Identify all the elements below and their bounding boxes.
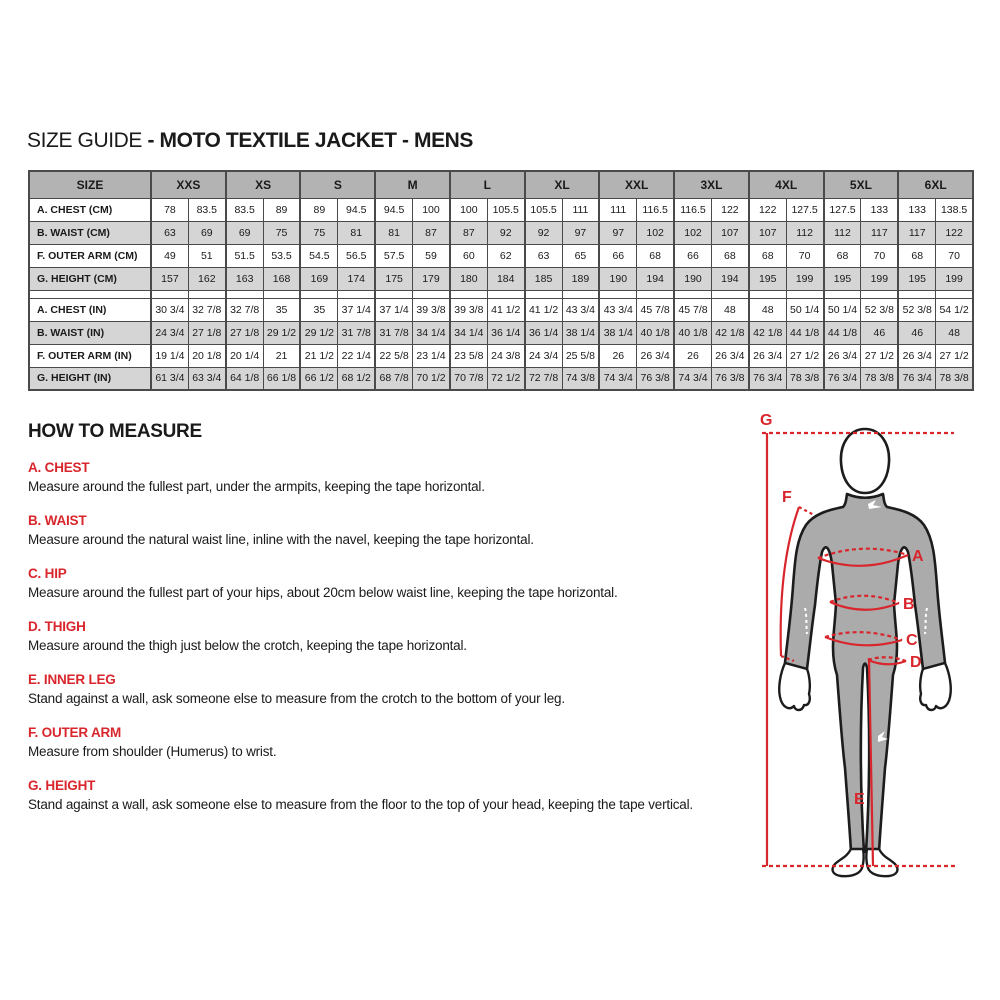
size-value-cell: 107	[711, 221, 748, 244]
head	[841, 429, 889, 493]
size-column-header: XL	[525, 171, 600, 198]
size-value-cell: 21	[263, 344, 300, 367]
size-value-cell: 45 7/8	[637, 298, 674, 321]
measure-section-label: A. CHEST	[28, 460, 90, 475]
label-b: B	[903, 596, 915, 613]
size-value-cell: 111	[562, 198, 599, 221]
label-c: C	[906, 632, 918, 649]
size-value-cell: 62	[487, 244, 524, 267]
size-value-cell: 81	[375, 221, 412, 244]
size-value-cell: 69	[188, 221, 225, 244]
size-value-cell: 43 3/4	[599, 298, 636, 321]
measure-section-text: Stand against a wall, ask someone else to measure from the floor to the top of your head, keeping the tape vertical.	[28, 797, 693, 812]
row-label: A. CHEST (CM)	[29, 198, 151, 221]
size-value-cell: 21 1/2	[300, 344, 337, 367]
size-value-cell: 65	[562, 244, 599, 267]
size-value-cell: 27 1/8	[188, 321, 225, 344]
spacer-cell	[226, 290, 263, 298]
size-value-cell: 63	[151, 221, 188, 244]
size-value-cell: 100	[450, 198, 487, 221]
size-value-cell: 48	[749, 298, 786, 321]
size-value-cell: 89	[263, 198, 300, 221]
size-value-cell: 122	[936, 221, 973, 244]
size-value-cell: 27 1/8	[226, 321, 263, 344]
row-label: B. WAIST (IN)	[29, 321, 151, 344]
size-value-cell: 122	[749, 198, 786, 221]
size-value-cell: 133	[898, 198, 935, 221]
size-value-cell: 157	[151, 267, 188, 290]
size-value-cell: 74 3/8	[562, 367, 599, 390]
size-value-cell: 20 1/8	[188, 344, 225, 367]
spacer-cell	[525, 290, 562, 298]
measure-section-text: Measure around the thigh just below the crotch, keeping the tape horizontal.	[28, 638, 467, 653]
size-table	[28, 170, 974, 391]
size-value-cell: 87	[413, 221, 450, 244]
size-value-cell: 92	[525, 221, 562, 244]
size-value-cell: 68 7/8	[375, 367, 412, 390]
size-value-cell: 60	[450, 244, 487, 267]
size-value-cell: 83.5	[226, 198, 263, 221]
size-column-header: S	[300, 171, 375, 198]
size-value-cell: 74 3/4	[674, 367, 711, 390]
size-value-cell: 25 5/8	[562, 344, 599, 367]
size-value-cell: 195	[898, 267, 935, 290]
size-value-cell: 68	[637, 244, 674, 267]
spacer-cell	[637, 290, 674, 298]
size-column-header: XXS	[151, 171, 226, 198]
label-e: E	[854, 791, 865, 808]
measurement-figure	[750, 408, 994, 908]
size-value-cell: 69	[226, 221, 263, 244]
size-value-cell: 70	[861, 244, 898, 267]
how-to-measure-section	[28, 421, 748, 814]
size-value-cell: 24 3/4	[151, 321, 188, 344]
spacer-cell	[824, 290, 861, 298]
size-value-cell: 180	[450, 267, 487, 290]
size-value-cell: 70	[936, 244, 973, 267]
measure-section-text: Stand against a wall, ask someone else to measure from the crotch to the bottom of your leg.	[28, 691, 565, 706]
measure-section-label: F. OUTER ARM	[28, 725, 122, 740]
size-column-header: 5XL	[824, 171, 899, 198]
measure-section-label: G. HEIGHT	[28, 778, 96, 793]
size-value-cell: 63	[525, 244, 562, 267]
size-value-cell: 46	[898, 321, 935, 344]
size-value-cell: 20 1/4	[226, 344, 263, 367]
size-value-cell: 26 3/4	[637, 344, 674, 367]
size-column-header: XS	[226, 171, 301, 198]
size-value-cell: 70	[786, 244, 823, 267]
size-value-cell: 116.5	[674, 198, 711, 221]
size-value-cell: 111	[599, 198, 636, 221]
size-value-cell: 29 1/2	[263, 321, 300, 344]
measure-section-label: E. INNER LEG	[28, 672, 116, 687]
size-value-cell: 169	[300, 267, 337, 290]
size-value-cell: 31 7/8	[375, 321, 412, 344]
size-value-cell: 94.5	[375, 198, 412, 221]
size-value-cell: 61 3/4	[151, 367, 188, 390]
size-value-cell: 40 1/8	[637, 321, 674, 344]
size-value-cell: 68	[711, 244, 748, 267]
size-value-cell: 117	[861, 221, 898, 244]
size-value-cell: 76 3/8	[711, 367, 748, 390]
size-value-cell: 97	[562, 221, 599, 244]
size-value-cell: 54.5	[300, 244, 337, 267]
size-value-cell: 72 1/2	[487, 367, 524, 390]
table-spacer-row	[29, 290, 973, 298]
size-column-header: M	[375, 171, 450, 198]
right-foot	[866, 849, 897, 876]
spacer-cell	[898, 290, 935, 298]
table-row	[29, 221, 973, 244]
measure-section-label: C. HIP	[28, 566, 67, 581]
table-row	[29, 344, 973, 367]
size-value-cell: 102	[637, 221, 674, 244]
size-value-cell: 174	[338, 267, 375, 290]
measure-section	[28, 513, 748, 549]
row-label: A. CHEST (IN)	[29, 298, 151, 321]
spacer-cell	[599, 290, 636, 298]
body-diagram	[750, 408, 994, 908]
size-value-cell: 94.5	[338, 198, 375, 221]
size-value-cell: 116.5	[637, 198, 674, 221]
size-value-cell: 52 3/8	[898, 298, 935, 321]
size-value-cell: 44 1/8	[824, 321, 861, 344]
size-value-cell: 23 1/4	[413, 344, 450, 367]
spacer-cell	[674, 290, 711, 298]
size-value-cell: 89	[300, 198, 337, 221]
size-value-cell: 83.5	[188, 198, 225, 221]
size-value-cell: 54 1/2	[936, 298, 973, 321]
page-title-product: - MOTO TEXTILE JACKET - MENS	[147, 129, 474, 152]
spacer-cell	[487, 290, 524, 298]
row-label: B. WAIST (CM)	[29, 221, 151, 244]
spacer-cell	[188, 290, 225, 298]
measure-section	[28, 725, 748, 761]
size-value-cell: 75	[300, 221, 337, 244]
size-value-cell: 189	[562, 267, 599, 290]
spacer-cell	[936, 290, 973, 298]
spacer-cell	[29, 290, 151, 298]
size-value-cell: 34 1/4	[450, 321, 487, 344]
size-value-cell: 56.5	[338, 244, 375, 267]
size-value-cell: 195	[824, 267, 861, 290]
size-value-cell: 74 3/4	[599, 367, 636, 390]
table-row	[29, 198, 973, 221]
size-value-cell: 26	[674, 344, 711, 367]
size-value-cell: 41 1/2	[525, 298, 562, 321]
size-value-cell: 75	[263, 221, 300, 244]
size-value-cell: 76 3/8	[637, 367, 674, 390]
size-value-cell: 63 3/4	[188, 367, 225, 390]
size-value-cell: 87	[450, 221, 487, 244]
size-value-cell: 105.5	[487, 198, 524, 221]
size-value-cell: 107	[749, 221, 786, 244]
spacer-cell	[375, 290, 412, 298]
size-value-cell: 35	[263, 298, 300, 321]
size-value-cell: 43 3/4	[562, 298, 599, 321]
size-value-cell: 46	[861, 321, 898, 344]
size-value-cell: 37 1/4	[375, 298, 412, 321]
size-value-cell: 30 3/4	[151, 298, 188, 321]
measure-section-text: Measure from shoulder (Humerus) to wrist.	[28, 744, 277, 759]
size-value-cell: 59	[413, 244, 450, 267]
size-value-cell: 27 1/2	[786, 344, 823, 367]
table-row	[29, 267, 973, 290]
body-silhouette	[779, 429, 951, 876]
right-hand	[920, 663, 951, 710]
size-value-cell: 57.5	[375, 244, 412, 267]
size-value-cell: 36 1/4	[487, 321, 524, 344]
spacer-cell	[263, 290, 300, 298]
size-value-cell: 190	[674, 267, 711, 290]
size-value-cell: 117	[898, 221, 935, 244]
size-value-cell: 127.5	[786, 198, 823, 221]
size-value-cell: 68	[824, 244, 861, 267]
size-value-cell: 48	[936, 321, 973, 344]
row-label: G. HEIGHT (CM)	[29, 267, 151, 290]
size-value-cell: 105.5	[525, 198, 562, 221]
size-value-cell: 66 1/8	[263, 367, 300, 390]
size-value-cell: 19 1/4	[151, 344, 188, 367]
table-row	[29, 298, 973, 321]
label-g: G	[760, 412, 773, 429]
size-value-cell: 68	[749, 244, 786, 267]
size-value-cell: 24 3/4	[525, 344, 562, 367]
size-value-cell: 70 1/2	[413, 367, 450, 390]
spacer-cell	[413, 290, 450, 298]
size-table-header-row	[29, 171, 973, 198]
measure-section	[28, 460, 748, 496]
row-label: G. HEIGHT (IN)	[29, 367, 151, 390]
size-value-cell: 39 3/8	[450, 298, 487, 321]
size-value-cell: 66	[674, 244, 711, 267]
size-value-cell: 50 1/4	[786, 298, 823, 321]
size-value-cell: 199	[936, 267, 973, 290]
measure-section-text: Measure around the fullest part of your hips, about 20cm below waist line, keeping the tape horizontal.	[28, 585, 618, 600]
size-value-cell: 127.5	[824, 198, 861, 221]
size-value-cell: 38 1/4	[599, 321, 636, 344]
size-value-cell: 22 5/8	[375, 344, 412, 367]
table-row	[29, 244, 973, 267]
measure-section	[28, 778, 748, 814]
size-value-cell: 35	[300, 298, 337, 321]
size-value-cell: 66	[599, 244, 636, 267]
size-value-cell: 49	[151, 244, 188, 267]
size-column-corner-header: SIZE	[29, 171, 151, 198]
size-value-cell: 51.5	[226, 244, 263, 267]
size-value-cell: 37 1/4	[338, 298, 375, 321]
size-value-cell: 78 3/8	[861, 367, 898, 390]
size-value-cell: 199	[861, 267, 898, 290]
size-value-cell: 185	[525, 267, 562, 290]
spacer-cell	[562, 290, 599, 298]
size-value-cell: 50 1/4	[824, 298, 861, 321]
size-value-cell: 36 1/4	[525, 321, 562, 344]
size-value-cell: 26 3/4	[749, 344, 786, 367]
size-value-cell: 29 1/2	[300, 321, 337, 344]
size-value-cell: 40 1/8	[674, 321, 711, 344]
size-value-cell: 163	[226, 267, 263, 290]
size-value-cell: 51	[188, 244, 225, 267]
size-value-cell: 52 3/8	[861, 298, 898, 321]
size-value-cell: 100	[413, 198, 450, 221]
size-value-cell: 27 1/2	[861, 344, 898, 367]
row-label: F. OUTER ARM (CM)	[29, 244, 151, 267]
label-f: F	[782, 489, 792, 506]
size-value-cell: 53.5	[263, 244, 300, 267]
size-value-cell: 179	[413, 267, 450, 290]
size-column-header: 6XL	[898, 171, 973, 198]
table-row	[29, 321, 973, 344]
size-value-cell: 92	[487, 221, 524, 244]
left-foot	[833, 849, 864, 876]
size-value-cell: 31 7/8	[338, 321, 375, 344]
size-value-cell: 26 3/4	[711, 344, 748, 367]
spacer-cell	[749, 290, 786, 298]
size-value-cell: 194	[711, 267, 748, 290]
spacer-cell	[300, 290, 337, 298]
size-value-cell: 32 7/8	[226, 298, 263, 321]
size-value-cell: 81	[338, 221, 375, 244]
measure-section-text: Measure around the fullest part, under the armpits, keeping the tape horizontal.	[28, 479, 485, 494]
size-value-cell: 64 1/8	[226, 367, 263, 390]
size-value-cell: 26 3/4	[824, 344, 861, 367]
size-value-cell: 26	[599, 344, 636, 367]
size-value-cell: 48	[711, 298, 748, 321]
size-value-cell: 168	[263, 267, 300, 290]
measure-section-label: B. WAIST	[28, 513, 87, 528]
size-value-cell: 194	[637, 267, 674, 290]
measure-section	[28, 566, 748, 602]
size-value-cell: 78 3/8	[786, 367, 823, 390]
size-value-cell: 199	[786, 267, 823, 290]
size-value-cell: 78	[151, 198, 188, 221]
size-column-header: XXL	[599, 171, 674, 198]
size-value-cell: 112	[786, 221, 823, 244]
size-value-cell: 190	[599, 267, 636, 290]
spacer-cell	[861, 290, 898, 298]
size-value-cell: 138.5	[936, 198, 973, 221]
size-value-cell: 26 3/4	[898, 344, 935, 367]
size-value-cell: 97	[599, 221, 636, 244]
size-value-cell: 122	[711, 198, 748, 221]
size-value-cell: 162	[188, 267, 225, 290]
size-value-cell: 23 5/8	[450, 344, 487, 367]
size-value-cell: 72 7/8	[525, 367, 562, 390]
size-value-cell: 42 1/8	[711, 321, 748, 344]
size-value-cell: 45 7/8	[674, 298, 711, 321]
spacer-cell	[450, 290, 487, 298]
size-value-cell: 22 1/4	[338, 344, 375, 367]
measure-section	[28, 672, 748, 708]
page-title-prefix: SIZE GUIDE	[27, 129, 148, 152]
size-column-header: 3XL	[674, 171, 749, 198]
left-hand	[779, 663, 810, 710]
size-column-header: 4XL	[749, 171, 824, 198]
how-to-measure-heading: HOW TO MEASURE	[28, 421, 202, 442]
size-value-cell: 184	[487, 267, 524, 290]
spacer-cell	[786, 290, 823, 298]
size-value-cell: 38 1/4	[562, 321, 599, 344]
size-value-cell: 68 1/2	[338, 367, 375, 390]
size-value-cell: 39 3/8	[413, 298, 450, 321]
label-a: A	[912, 548, 924, 565]
measure-section	[28, 619, 748, 655]
size-value-cell: 133	[861, 198, 898, 221]
size-value-cell: 66 1/2	[300, 367, 337, 390]
spacer-cell	[711, 290, 748, 298]
size-value-cell: 68	[898, 244, 935, 267]
outer-arm-f-dash-top	[799, 507, 814, 515]
size-value-cell: 34 1/4	[413, 321, 450, 344]
size-value-cell: 76 3/4	[898, 367, 935, 390]
measure-section-label: D. THIGH	[28, 619, 86, 634]
size-value-cell: 102	[674, 221, 711, 244]
size-value-cell: 44 1/8	[786, 321, 823, 344]
size-value-cell: 78 3/8	[936, 367, 973, 390]
row-label: F. OUTER ARM (IN)	[29, 344, 151, 367]
spacer-cell	[338, 290, 375, 298]
measure-section-text: Measure around the natural waist line, inline with the navel, keeping the tape horizontal.	[28, 532, 534, 547]
size-value-cell: 42 1/8	[749, 321, 786, 344]
size-value-cell: 41 1/2	[487, 298, 524, 321]
size-value-cell: 32 7/8	[188, 298, 225, 321]
size-column-header: L	[450, 171, 525, 198]
size-value-cell: 70 7/8	[450, 367, 487, 390]
label-d: D	[910, 654, 922, 671]
size-value-cell: 76 3/4	[824, 367, 861, 390]
page-title	[27, 129, 473, 153]
size-value-cell: 27 1/2	[936, 344, 973, 367]
size-value-cell: 112	[824, 221, 861, 244]
spacer-cell	[151, 290, 188, 298]
size-value-cell: 175	[375, 267, 412, 290]
size-value-cell: 195	[749, 267, 786, 290]
size-value-cell: 24 3/8	[487, 344, 524, 367]
table-row	[29, 367, 973, 390]
size-value-cell: 76 3/4	[749, 367, 786, 390]
